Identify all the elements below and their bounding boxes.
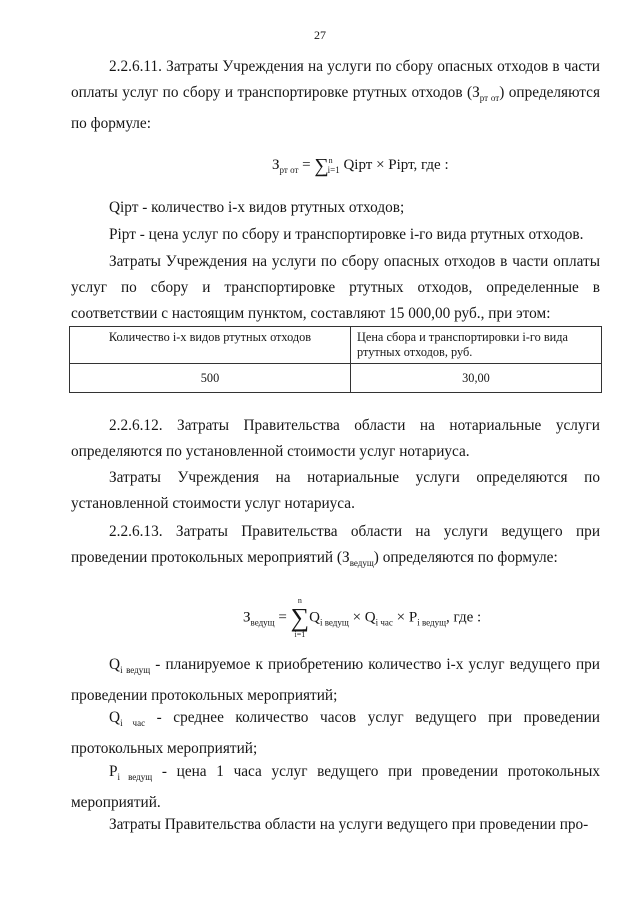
sum-upper-limit: n: [297, 596, 302, 605]
symbol-sub: i ведущ: [120, 665, 151, 676]
paragraph-text-end: ) определяются по формуле:: [373, 549, 558, 566]
subscript: ведущ: [349, 558, 374, 569]
formula-times-q2: × Q: [348, 609, 376, 626]
definition-qi-host: [71, 652, 600, 709]
formula-end: , где :: [446, 609, 482, 626]
symbol: Q: [109, 656, 121, 673]
sum-upper-limit: n: [328, 156, 333, 165]
formula-eq: =: [298, 157, 315, 173]
symbol-sub: i час: [120, 718, 146, 729]
paragraph-text: 2.2.6.11. Затраты Учреждения на услуги по сбору опасных отходов в части оплаты услуг по сбору и транспортировке ртутных отходов (З: [71, 58, 600, 101]
formula-eq: =: [274, 609, 291, 626]
definition-pi-host: [71, 759, 600, 816]
definition-text: - планируемое к приобретению количество i-х услуг ведущего при проведении протокольных мероприятий;: [71, 656, 600, 705]
definition-qi-hours: [71, 705, 600, 762]
symbol: P: [109, 763, 118, 780]
symbol: Q: [109, 709, 121, 726]
formula-q1-sub: i ведущ: [319, 617, 349, 628]
table-header-row: [70, 327, 602, 364]
table-row: [70, 364, 602, 393]
paragraph-host-cost: Затраты Правительства области на услуги ведущего при проведении про-: [109, 816, 589, 833]
formula-lhs-sub: ведущ: [250, 617, 275, 628]
paragraph-2-2-6-13: [71, 519, 600, 576]
paragraph-mercury-cost: Затраты Учреждения на услуги по сбору опасных отходов в части оплаты услуг по сбору и транспортировке ртутных отходов, определенные в соответствии с настоящим пунктом, составляют 15 000,00 руб., при этом:: [71, 253, 600, 322]
sum-symbol: ∑: [314, 155, 329, 177]
formula-p-sub: i ведущ: [417, 617, 447, 628]
table-header-price: Цена сбора и транспортировки i-го вида ртутных отходов, руб.: [351, 327, 602, 364]
definition-text: - цена 1 часа услуг ведущего при проведении протокольных мероприятий.: [71, 763, 600, 812]
formula-times-p: × P: [392, 609, 418, 626]
definition-qirt: Qiрт - количество i-х видов ртутных отходов;: [109, 199, 405, 216]
paragraph-2-2-6-11: [71, 54, 600, 137]
page-number: 27: [314, 28, 326, 42]
formula-lhs: З: [243, 609, 251, 626]
formula-lhs: З: [272, 157, 280, 173]
table-cell-price: 30,00: [351, 364, 602, 393]
formula-q2-sub: i час: [375, 617, 393, 628]
definition-text: - среднее количество часов услуг ведущего при проведении протокольных мероприятий;: [71, 709, 600, 758]
paragraph-text-end: ) определяются по формуле:: [71, 84, 600, 133]
formula-host-services: [243, 596, 481, 640]
formula-mercury-waste: [272, 155, 449, 178]
formula-q1: Q: [309, 609, 320, 626]
subscript: рт от: [479, 93, 500, 104]
paragraph-text: 2.2.6.13. Затраты Правительства области на услуги ведущего при проведении протокольных мероприятий (З: [71, 523, 600, 566]
symbol-sub: i ведущ: [117, 772, 153, 783]
sum-stack: [291, 596, 310, 640]
table-cell-quantity: 500: [70, 364, 351, 393]
mercury-waste-table: [69, 326, 602, 393]
sum-symbol: ∑: [290, 603, 310, 632]
paragraph-2-2-6-12: 2.2.6.12. Затраты Правительства области на нотариальные услуги определяются по установленной стоимости услуг нотариуса.: [71, 417, 600, 460]
paragraph-notary-institution: Затраты Учреждения на нотариальные услуги определяются по установленной стоимости услуг нотариуса.: [71, 469, 600, 512]
sum-lower-limit: i=1: [294, 630, 306, 639]
formula-lhs-sub: рт от: [279, 165, 299, 175]
sum-lower-limit: i=1: [327, 165, 340, 175]
table-header-quantity: Количество i-х видов ртутных отходов: [70, 327, 351, 364]
formula-body: Qiрт × Piрт, где :: [339, 157, 449, 173]
definition-pirt: Piрт - цена услуг по сбору и транспортировке i-го вида ртутных отходов.: [109, 226, 584, 243]
